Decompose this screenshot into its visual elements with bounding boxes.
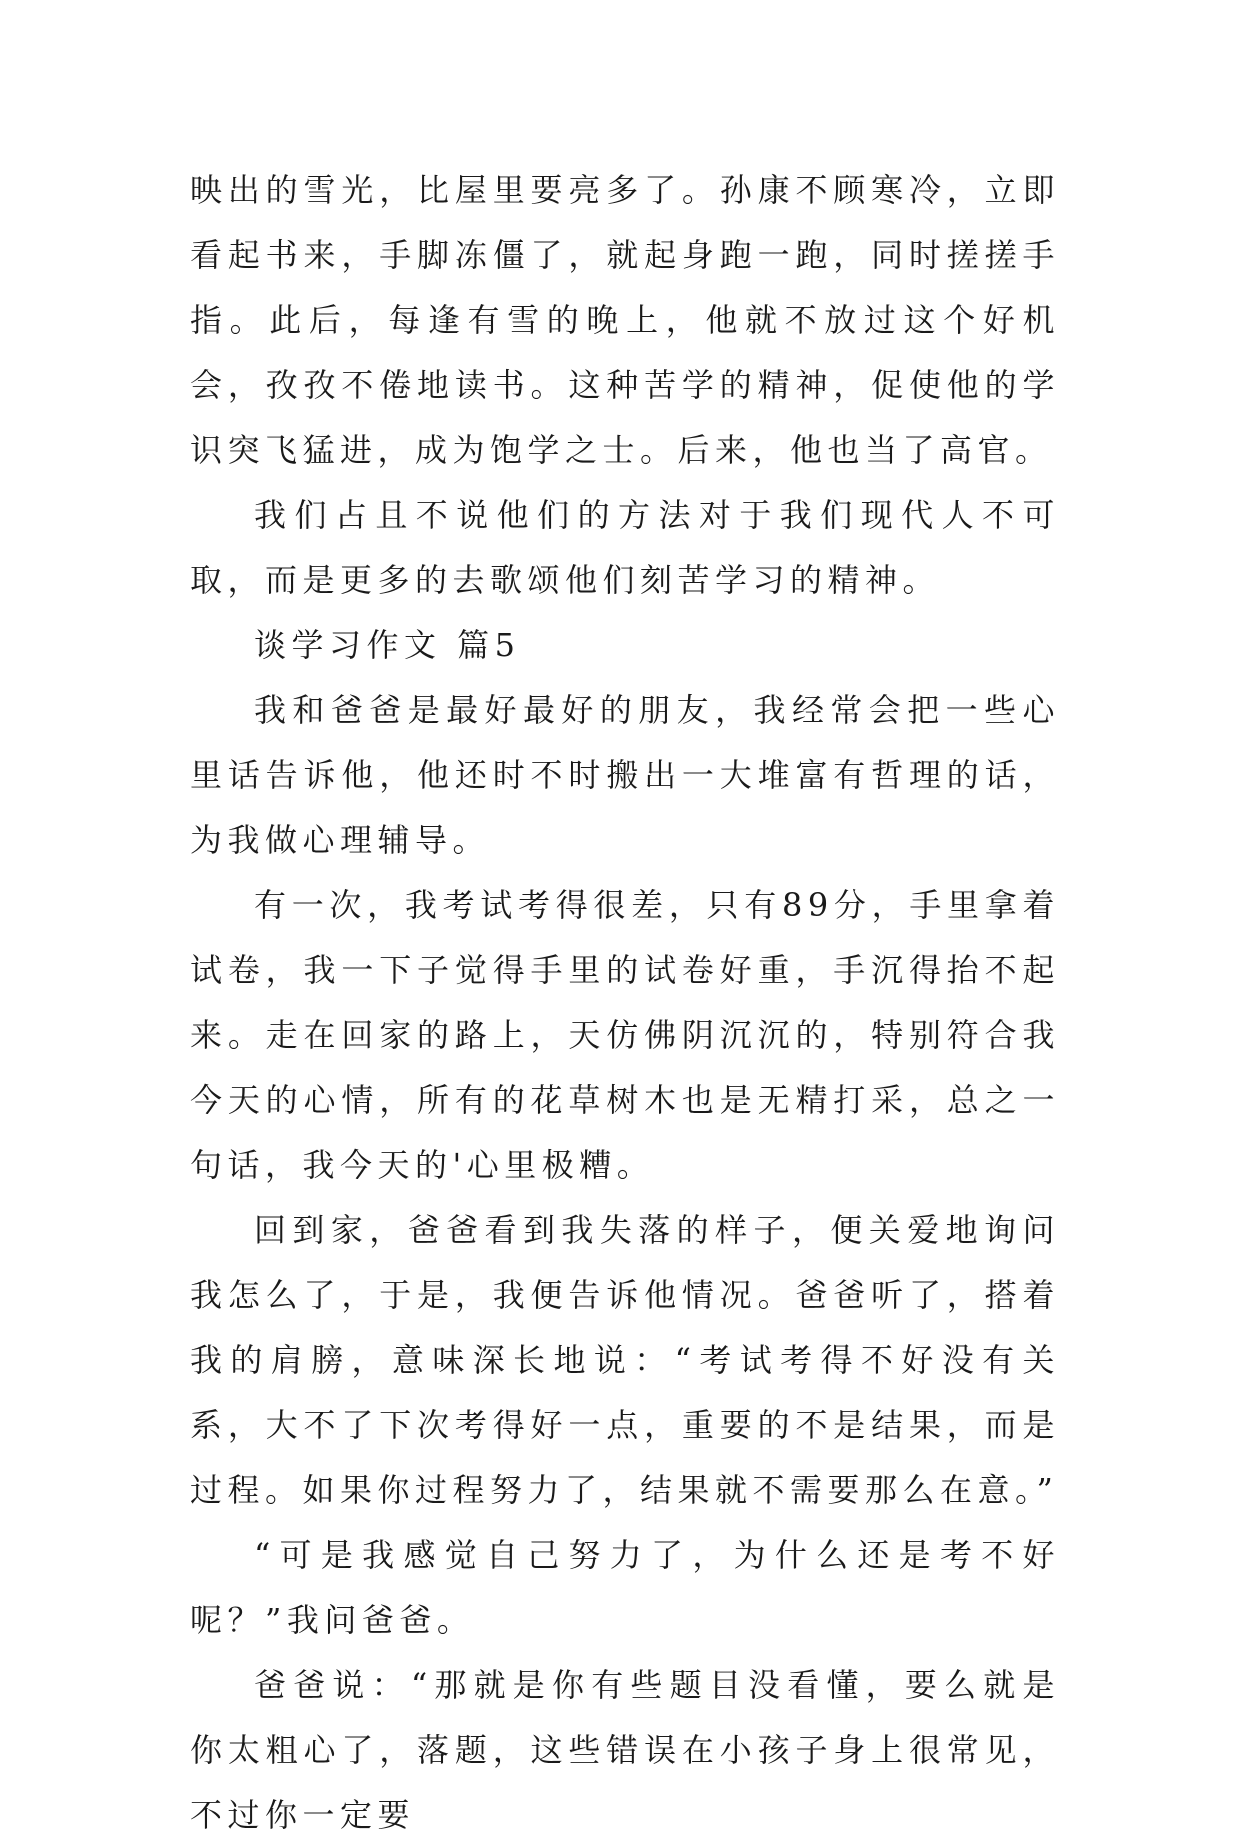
paragraph: 我和爸爸是最好最好的朋友，我经常会把一些心里话告诉他，他还时不时搬出一大堆富有哲理的话，为我做心理辅导。 [190, 691, 1060, 859]
paragraph-continuation: 映出的雪光，比屋里要亮多了。孙康不顾寒冷，立即看起书来，手脚冻僵了，就起身跑一跑，同时搓搓手指。此后，每逢有雪的晚上，他就不放过这个好机会，孜孜不倦地读书。这种苦学的精神，促使他的学识突飞猛进，成为饱学之士。后来，他也当了高官。 [190, 171, 1060, 469]
paragraph: “可是我感觉自己努力了，为什么还是考不好呢？”我问爸爸。 [190, 1536, 1060, 1639]
body-text [190, 158, 1060, 1848]
paragraph: 爸爸说：“那就是你有些题目没看懂，要么就是你太粗心了，落题，这些错误在小孩子身上很常见，不过你一定要 [190, 1666, 1060, 1834]
paragraph: 我们占且不说他们的方法对于我们现代人不可取，而是更多的去歌颂他们刻苦学习的精神。 [190, 496, 1060, 599]
paragraph: 回到家，爸爸看到我失落的样子，便关爱地询问我怎么了，于是，我便告诉他情况。爸爸听了，搭着我的肩膀，意味深长地说：“考试考得不好没有关系，大不了下次考得好一点，重要的不是结果，而是过程。如果你过程努力了，结果就不需要那么在意。” [190, 1211, 1060, 1509]
section-heading: 谈学习作文 篇5 [254, 626, 521, 664]
paragraph: 有一次，我考试考得很差，只有89分，手里拿着试卷，我一下子觉得手里的试卷好重，手沉得抬不起来。走在回家的路上，天仿佛阴沉沉的，特别符合我今天的心情，所有的花草树木也是无精打采，总之一句话，我今天的'心里极糟。 [190, 886, 1060, 1184]
